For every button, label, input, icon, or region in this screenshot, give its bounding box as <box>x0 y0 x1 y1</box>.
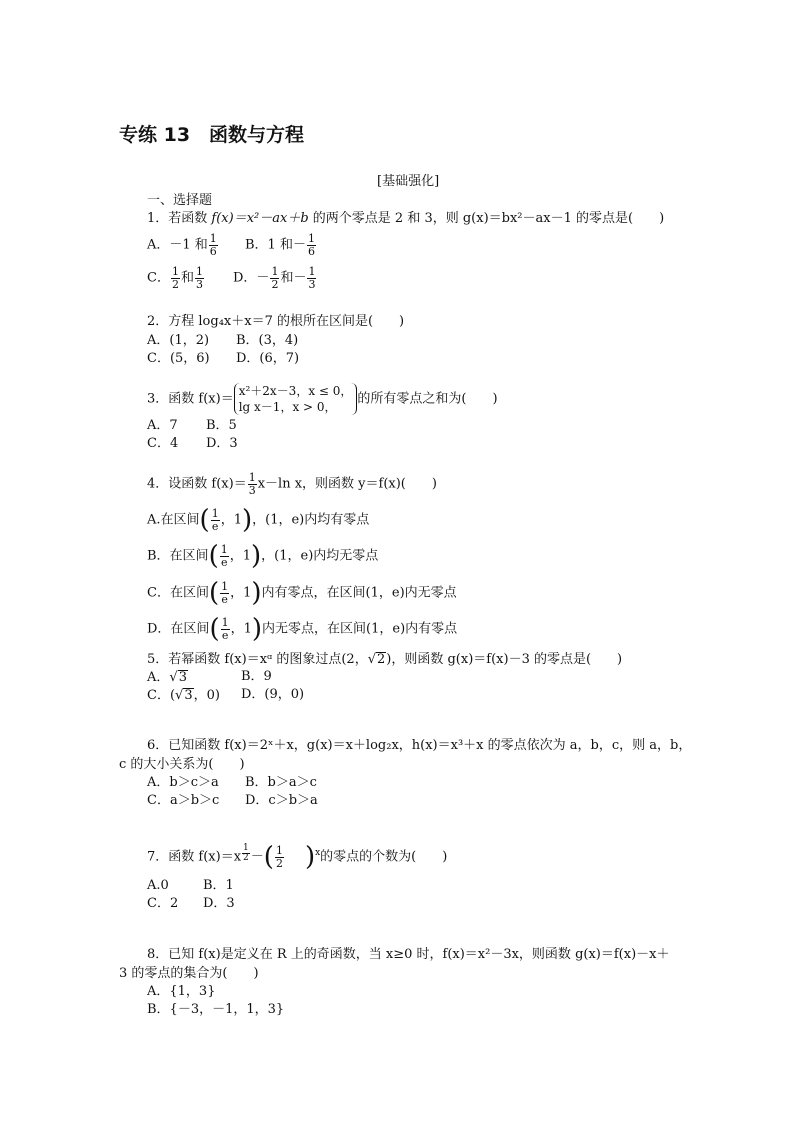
fraction: $\frac{1}{e}$ <box>220 542 228 569</box>
question-4-option-b[interactable]: B．在区间( $\frac{1}{e}$ ，1)，(1，e)内均无零点 <box>147 541 379 571</box>
question-6-option-b[interactable]: B．b＞a＞c <box>245 775 317 790</box>
question-5-option-c[interactable]: C．(√3，0) <box>147 688 220 703</box>
question-6-option-a[interactable]: A．b＞c＞a <box>147 775 219 790</box>
exponent-fraction: $\frac{1}{2}$ <box>243 843 249 864</box>
question-8-option-a[interactable]: A．{1，3} <box>147 984 216 999</box>
question-6-option-d[interactable]: D．c＞b＞a <box>245 793 318 808</box>
question-7-option-a[interactable]: A.0 <box>147 878 169 893</box>
fraction: $\frac{1}{e}$ <box>211 506 219 533</box>
question-8-stem: 8．已知 f(x)是定义在 R 上的奇函数，当 x≥0 时，f(x)＝x²－3x，则函数 g(x)＝f(x)－x＋ <box>147 947 670 962</box>
question-4-option-d[interactable]: D．在区间( $\frac{1}{e}$ ，1)内无零点，在区间(1，e)内有零点 <box>147 614 458 644</box>
question-3-option-b[interactable]: B．5 <box>206 418 237 433</box>
question-4-option-c[interactable]: C．在区间( $\frac{1}{e}$ ，1)内有零点，在区间(1，e)内无零点 <box>147 578 457 608</box>
question-1-option-b[interactable]: B．1 和－ $\frac{1}{6}$ <box>245 232 315 258</box>
question-2-option-c[interactable]: C．(5，6) <box>147 351 210 366</box>
question-3-option-a[interactable]: A．7 <box>147 418 178 433</box>
fraction: $\frac{1}{3}$ <box>248 471 256 497</box>
question-4-option-a[interactable]: A.在区间( $\frac{1}{e}$ ，1)，(1，e)内均有零点 <box>147 505 370 535</box>
piecewise-brace: x²＋2x－3，x ≤ 0， lg x－1，x > 0， <box>234 383 358 415</box>
fraction: $\frac{1}{3}$ <box>195 265 203 291</box>
question-5-option-d[interactable]: D．(9，0) <box>241 687 305 702</box>
page-title: 专练 13 函数与方程 <box>119 124 305 146</box>
question-3-stem: 3．函数 f(x)＝ x²＋2x－3，x ≤ 0， lg x－1，x > 0， 的所有零点之和为( ) <box>147 384 498 415</box>
question-6-stem: 6．已知函数 f(x)＝2ˣ＋x，g(x)＝x＋log₂x，h(x)＝x³＋x 的零点依次为 a，b，c，则 a，b， <box>147 738 692 753</box>
fraction: $\frac{1}{6}$ <box>209 232 217 258</box>
question-2-option-a[interactable]: A．(1，2) <box>147 333 210 348</box>
question-5-option-a[interactable]: A．√3 <box>147 670 187 685</box>
question-5-option-b[interactable]: B．9 <box>241 669 272 684</box>
fraction: $\frac{1}{2}$ <box>275 843 283 870</box>
fraction: $\frac{1}{3}$ <box>308 265 316 291</box>
question-7-stem: 7．函数 f(x)＝x $\frac{1}{2}$ －( $\frac{1}{2}$ )$^x$的零点的个数为( ) <box>147 842 448 872</box>
question-7-option-b[interactable]: B．1 <box>203 878 234 893</box>
fraction: $\frac{1}{e}$ <box>221 615 229 642</box>
question-7-option-c[interactable]: C．2 <box>147 896 179 911</box>
question-2-option-b[interactable]: B．(3，4) <box>236 333 299 348</box>
question-2-option-d[interactable]: D．(6，7) <box>236 351 300 366</box>
question-6-stem-line2: c 的大小关系为( ) <box>119 757 245 772</box>
question-8-option-b[interactable]: B．{－3，－1，1，3} <box>147 1002 285 1017</box>
fraction: $\frac{1}{e}$ <box>221 579 229 606</box>
fraction: $\frac{1}{6}$ <box>307 232 315 258</box>
section-label: [基础强化] <box>377 174 440 189</box>
question-1-option-c[interactable]: C． $\frac{1}{2}$ 和 $\frac{1}{3}$ <box>147 265 203 291</box>
question-3-option-c[interactable]: C．4 <box>147 436 179 451</box>
question-3-option-d[interactable]: D．3 <box>206 436 238 451</box>
question-2-stem: 2．方程 log₄x＋x＝7 的根所在区间是( ) <box>147 314 405 329</box>
question-1-option-d[interactable]: D．－ $\frac{1}{2}$ 和－ $\frac{1}{3}$ <box>233 265 316 291</box>
question-7-option-d[interactable]: D．3 <box>203 896 235 911</box>
question-8-stem-line2: 3 的零点的集合为( ) <box>119 966 259 981</box>
question-1-option-a[interactable]: A．－1 和 $\frac{1}{6}$ <box>147 232 217 258</box>
part-heading: 一、选择题 <box>147 193 213 208</box>
question-4-stem: 4．设函数 f(x)＝ $\frac{1}{3}$ x－ln x，则函数 y＝f(x)( ) <box>147 471 437 497</box>
question-6-option-c[interactable]: C．a＞b＞c <box>147 793 220 808</box>
fraction: $\frac{1}{2}$ <box>271 265 279 291</box>
question-1-stem: 1．若函数 f(x)＝x²－ax＋b 的两个零点是 2 和 3，则 g(x)＝bx²－ax－1 的零点是( ) <box>147 211 665 226</box>
question-5-stem: 5．若幂函数 f(x)＝xᵅ 的图象过点(2，√2)，则函数 g(x)＝f(x)－3 的零点是( ) <box>147 652 623 667</box>
fraction: $\frac{1}{2}$ <box>171 265 179 291</box>
